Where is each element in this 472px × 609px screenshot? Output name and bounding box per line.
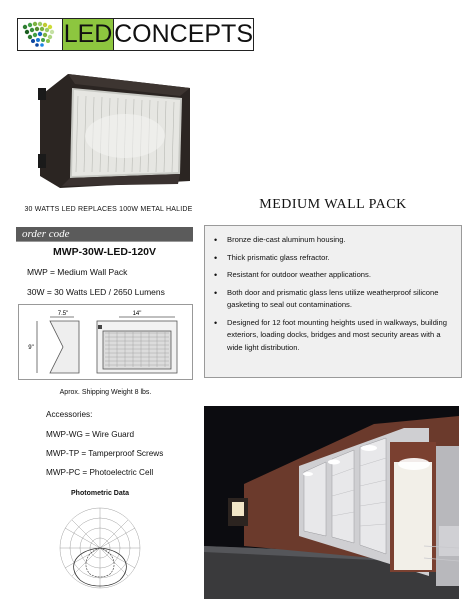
feature-item: • Designed for 12 foot mounting heights used in walkways, building exteriors, loading docks, bridges and most security areas with a wide light distribution. [211,317,455,355]
dim-width-label: 14" [132,311,142,317]
installation-photo [204,406,459,599]
accessory-item: MWP-WG = Wire Guard [46,430,135,439]
accessory-item: MWP-TP = Tamperproof Screws [46,449,164,458]
logo-dots-icon [18,19,63,50]
dim-depth-label: 7.5" [57,311,69,317]
logo-concepts-text: CONCEPTS [114,20,253,48]
order-code-header: order code [16,227,193,241]
logo-led-text: LED [63,20,113,48]
spec-line: 30W = 30 Watts LED / 2650 Lumens [27,287,165,297]
product-photo [30,66,195,194]
product-title: MEDIUM WALL PACK [259,197,407,212]
order-code-divider [16,241,193,242]
feature-item: • Bronze die-cast aluminum housing. [211,234,455,247]
dimension-drawing [18,304,193,380]
feature-item: • Resistant for outdoor weather applications. [211,269,455,282]
feature-item: • Both door and prismatic glass lens utilize weatherproof silicone gasketing to seal out contaminations. [211,287,455,312]
spec-line: MWP = Medium Wall Pack [27,267,128,277]
shipping-weight: Aprox. Shipping Weight 8 lbs. [59,389,152,396]
photometric-diagram [36,504,166,600]
accessory-item: MWP-PC = Photoelectric Cell [46,468,154,477]
product-caption: 30 WATTS LED REPLACES 100W METAL HALIDE [24,206,193,213]
accessories-heading: Accessories: [46,410,93,419]
features-box [204,225,462,378]
feature-item: • Thick prismatic glass refractor. [211,252,455,265]
brand-logo [17,18,254,51]
model-number: MWP-30W-LED-120V [52,246,157,258]
photometric-title: Photometric Data [71,490,129,497]
dim-height-label: 9" [28,345,34,351]
